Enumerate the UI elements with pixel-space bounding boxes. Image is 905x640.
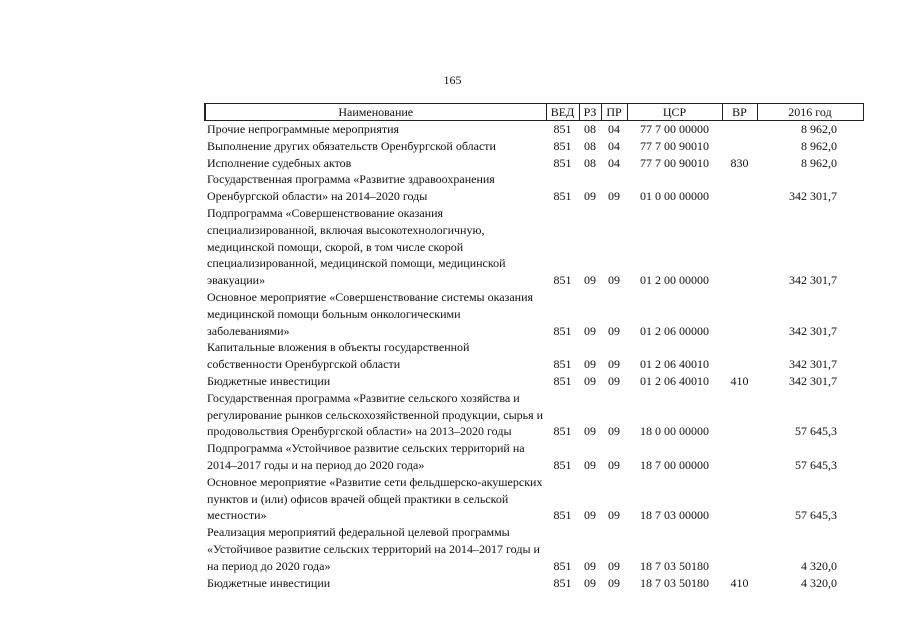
- row-csr: 01 2 06 00000: [640, 323, 709, 338]
- row-pr: 09: [608, 575, 620, 590]
- row-ved: 851: [553, 323, 572, 338]
- row-ved: 851: [553, 122, 572, 136]
- row-csr: 01 0 00 00000: [640, 189, 709, 204]
- row-name: Выполнение других обязательств Оренбургской области: [207, 138, 496, 153]
- row-vr: [722, 205, 757, 289]
- row-rz: 09: [584, 457, 596, 472]
- row-vr: [722, 474, 757, 524]
- row-ved: 851: [553, 575, 572, 590]
- row-ved: 851: [553, 189, 572, 204]
- row-amount: 57 645,3: [795, 457, 837, 472]
- row-pr: 09: [608, 189, 620, 204]
- row-pr: 09: [608, 558, 620, 573]
- row-pr: 09: [608, 273, 620, 288]
- row-csr: 18 7 00 00000: [640, 457, 709, 472]
- row-vr: [722, 289, 757, 339]
- row-amount: 57 645,3: [795, 508, 837, 523]
- table-row: [205, 155, 863, 172]
- table-row: [205, 171, 863, 205]
- row-rz: 09: [584, 508, 596, 523]
- row-pr: 09: [608, 508, 620, 523]
- header-year: 2016 год: [757, 104, 863, 121]
- row-name: Прочие непрограммные мероприятия: [207, 122, 400, 136]
- row-pr: 09: [608, 457, 620, 472]
- header-ved: ВЕД: [546, 104, 579, 121]
- row-ved: 851: [553, 508, 572, 523]
- table-row: [205, 474, 863, 524]
- row-ved: 851: [553, 273, 572, 288]
- row-amount: 8 962,0: [801, 155, 837, 170]
- row-csr: 18 7 03 50180: [640, 575, 709, 590]
- header-name: Наименование: [205, 104, 546, 121]
- row-amount: 8 962,0: [801, 138, 837, 153]
- row-ved: 851: [553, 424, 572, 439]
- row-pr: 04: [608, 155, 620, 170]
- table-row: [205, 138, 863, 155]
- header-pr: ПР: [601, 104, 627, 121]
- header-csr: ЦСР: [627, 104, 722, 121]
- row-ved: 851: [553, 558, 572, 573]
- row-name: Основное мероприятие «Совершенствование системы оказания медицинской помощи больным онкологическими заболеваниями»: [207, 289, 534, 338]
- row-rz: 09: [584, 373, 596, 388]
- row-csr: 77 7 00 00000: [640, 122, 709, 136]
- row-amount: 8 962,0: [801, 122, 837, 136]
- row-vr: [722, 390, 757, 440]
- row-rz: 08: [584, 155, 596, 170]
- row-pr: 09: [608, 424, 620, 439]
- row-csr: 01 2 00 00000: [640, 273, 709, 288]
- table-header-row: [205, 104, 863, 121]
- table-row: [205, 390, 863, 440]
- row-rz: 09: [584, 558, 596, 573]
- row-csr: 77 7 00 90010: [640, 138, 709, 153]
- row-csr: 01 2 06 40010: [640, 357, 709, 372]
- table-row: [205, 575, 863, 592]
- table-row: [205, 440, 863, 474]
- budget-table-container: [204, 103, 862, 591]
- row-ved: 851: [553, 457, 572, 472]
- table-row: [205, 339, 863, 373]
- row-pr: 09: [608, 323, 620, 338]
- row-ved: 851: [553, 155, 572, 170]
- row-ved: 851: [553, 373, 572, 388]
- row-vr: [722, 171, 757, 205]
- row-csr: 18 7 03 00000: [640, 508, 709, 523]
- row-amount: 342 301,7: [789, 189, 837, 204]
- row-vr: [722, 524, 757, 574]
- row-pr: 09: [608, 357, 620, 372]
- row-vr: 410: [730, 575, 749, 590]
- row-csr: 77 7 00 90010: [640, 155, 709, 170]
- row-name: Подпрограмма «Устойчивое развитие сельских территорий на 2014–2017 годы и на период до 2020 года»: [207, 441, 525, 472]
- table-row: [205, 121, 863, 138]
- row-vr: [722, 121, 757, 138]
- row-rz: 09: [584, 323, 596, 338]
- row-rz: 09: [584, 273, 596, 288]
- row-vr: [722, 138, 757, 155]
- row-amount: 342 301,7: [789, 357, 837, 372]
- row-name: Реализация мероприятий федеральной целевой программы «Устойчивое развитие сельских территорий на 2014–2017 годы и на период до 2020 года»: [207, 525, 540, 573]
- row-name: Государственная программа «Развитие сельского хозяйства и регулирование рынков сельскохозяйственной продукции, сырья и продовольствия Оренбургской области» на 2013–2020 годы: [207, 390, 544, 439]
- page-number: 165: [443, 73, 462, 87]
- row-amount: 4 320,0: [801, 575, 837, 590]
- row-csr: 18 0 00 00000: [640, 424, 709, 439]
- budget-table: [204, 103, 864, 591]
- row-name: Капитальные вложения в объекты государственной собственности Оренбургской области: [207, 340, 470, 372]
- row-rz: 09: [584, 357, 596, 372]
- row-amount: 57 645,3: [795, 424, 837, 439]
- row-name: Основное мероприятие «Развитие сети фельдшерско-акушерских пунктов и (или) офисов врачей общей практики в сельской местности»: [207, 474, 543, 523]
- row-rz: 08: [584, 122, 596, 136]
- header-rz: РЗ: [579, 104, 601, 121]
- row-amount: 342 301,7: [789, 273, 837, 288]
- table-row: [205, 524, 863, 574]
- table-body: [205, 121, 863, 592]
- row-vr: [722, 440, 757, 474]
- table-row: [205, 373, 863, 390]
- row-amount: 342 301,7: [789, 373, 837, 388]
- row-csr: 18 7 03 50180: [640, 558, 709, 573]
- row-name: Бюджетные инвестиции: [207, 373, 331, 388]
- header-vr: ВР: [722, 104, 757, 121]
- row-pr: 04: [608, 122, 620, 136]
- row-name: Бюджетные инвестиции: [207, 575, 331, 590]
- row-vr: 830: [730, 155, 749, 170]
- row-rz: 09: [584, 189, 596, 204]
- row-vr: [722, 339, 757, 373]
- row-rz: 08: [584, 138, 596, 153]
- table-row: [205, 289, 863, 339]
- row-ved: 851: [553, 357, 572, 372]
- row-csr: 01 2 06 40010: [640, 373, 709, 388]
- row-rz: 09: [584, 424, 596, 439]
- row-pr: 04: [608, 138, 620, 153]
- row-name: Подпрограмма «Совершенствование оказания специализированной, включая высокотехнологичную, медицинской помощи, скорой, в том числе скорой специализированной, медицинской помощи, медицинской эвакуации»: [207, 205, 506, 288]
- row-amount: 342 301,7: [789, 323, 837, 338]
- table-row: [205, 205, 863, 289]
- row-name: Государственная программа «Развитие здравоохранения Оренбургской области» на 2014–2020 годы: [207, 172, 495, 204]
- row-name: Исполнение судебных актов: [207, 155, 352, 170]
- row-ved: 851: [553, 138, 572, 153]
- row-vr: 410: [730, 373, 749, 388]
- row-pr: 09: [608, 373, 620, 388]
- row-amount: 4 320,0: [801, 558, 837, 573]
- row-rz: 09: [584, 575, 596, 590]
